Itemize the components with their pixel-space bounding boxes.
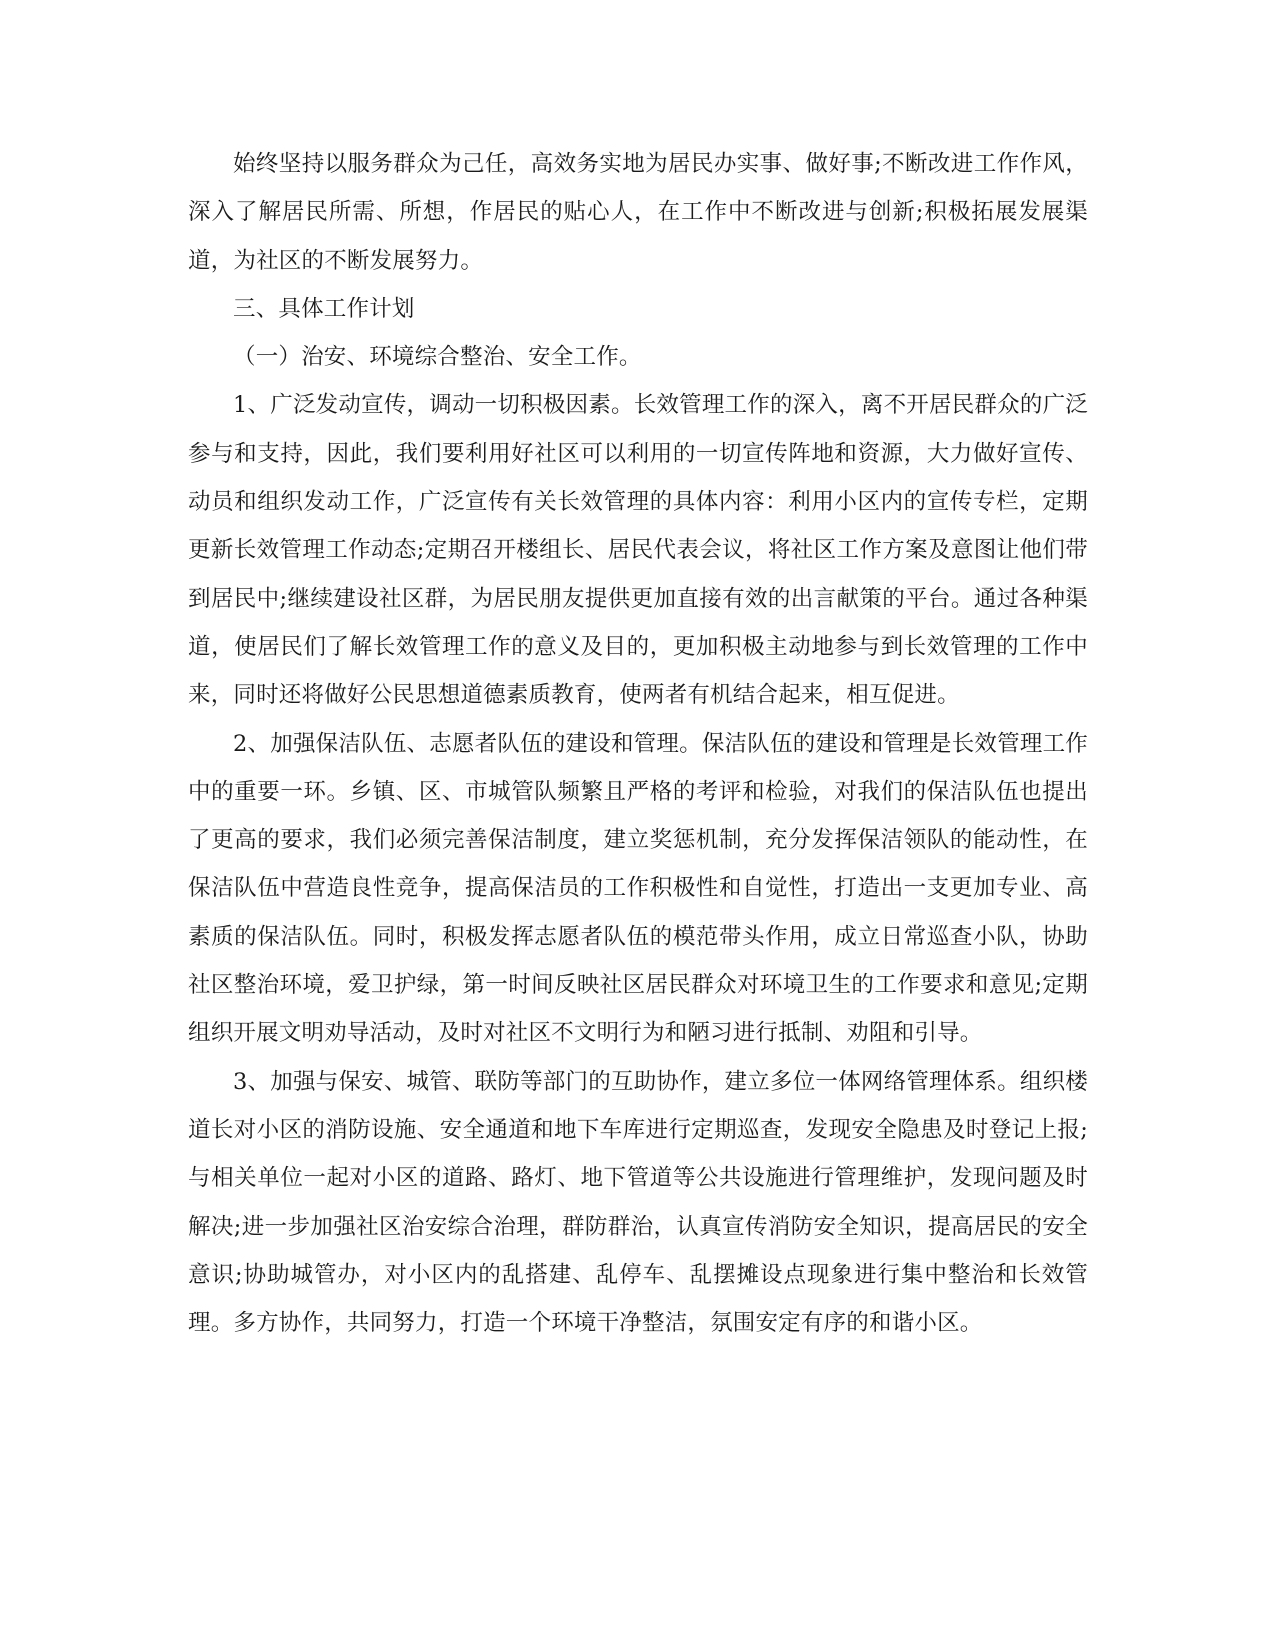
paragraph-item-2-cleaning-team: 2、加强保洁队伍、志愿者队伍的建设和管理。保洁队伍的建设和管理是长效管理工作中的重要一环。乡镇、区、市城管队频繁且严格的考评和检验，对我们的保洁队伍也提出了更高的要求，我们必须完善保洁制度，建立奖惩机制，充分发挥保洁领队的能动性，在保洁队伍中营造良性竞争，提高保洁员的工作积极性和自觉性，打造出一支更加专业、高素质的保洁队伍。同时，积极发挥志愿者队伍的模范带头作用，成立日常巡查小队，协助社区整治环境，爱卫护绿，第一时间反映社区居民群众对环境卫生的工作要求和意见;定期组织开展文明劝导活动，及时对社区不文明行为和陋习进行抵制、劝阻和引导。 [188,730,1088,1047]
subsection-heading-security-environment: （一）治安、环境综合整治、安全工作。 [233,344,642,371]
paragraph-item-3-cooperation: 3、加强与保安、城管、联防等部门的互助协作，建立多位一体网络管理体系。组织楼道长对小区的消防设施、安全通道和地下车库进行定期巡查，发现安全隐患及时登记上报;与相关单位一起对小区的道路、路灯、地下管道等公共设施进行管理维护，发现问题及时解决;进一步加强社区治安综合治理，群防群治，认真宣传消防安全知识，提高居民的安全意识;协助城管办，对小区内的乱搭建、乱停车、乱摆摊设点现象进行集中整治和长效管理。多方协作，共同努力，打造一个环境干净整洁，氛围安定有序的和谐小区。 [188,1068,1088,1337]
paragraph-item-1-publicity: 1、广泛发动宣传，调动一切积极因素。长效管理工作的深入，离不开居民群众的广泛参与和支持，因此，我们要利用好社区可以利用的一切宣传阵地和资源，大力做好宣传、动员和组织发动工作，广泛宣传有关长效管理的具体内容：利用小区内的宣传专栏，定期更新长效管理工作动态;定期召开楼组长、居民代表会议，将社区工作方案及意图让他们带到居民中;继续建设社区群，为居民朋友提供更加直接有效的出言献策的平台。通过各种渠道，使居民们了解长效管理工作的意义及目的，更加积极主动地参与到长效管理的工作中来，同时还将做好公民思想道德素质教育，使两者有机结合起来，相互促进。 [188,392,1088,709]
paragraph-service-commitment: 始终坚持以服务群众为己任，高效务实地为居民办实事、做好事;不断改进工作作风，深入了解居民所需、所想，作居民的贴心人，在工作中不断改进与创新;积极拓展发展渠道，为社区的不断发展努力。 [188,151,1088,274]
section-heading-work-plan: 三、具体工作计划 [233,295,415,322]
document-body [188,140,1088,1347]
